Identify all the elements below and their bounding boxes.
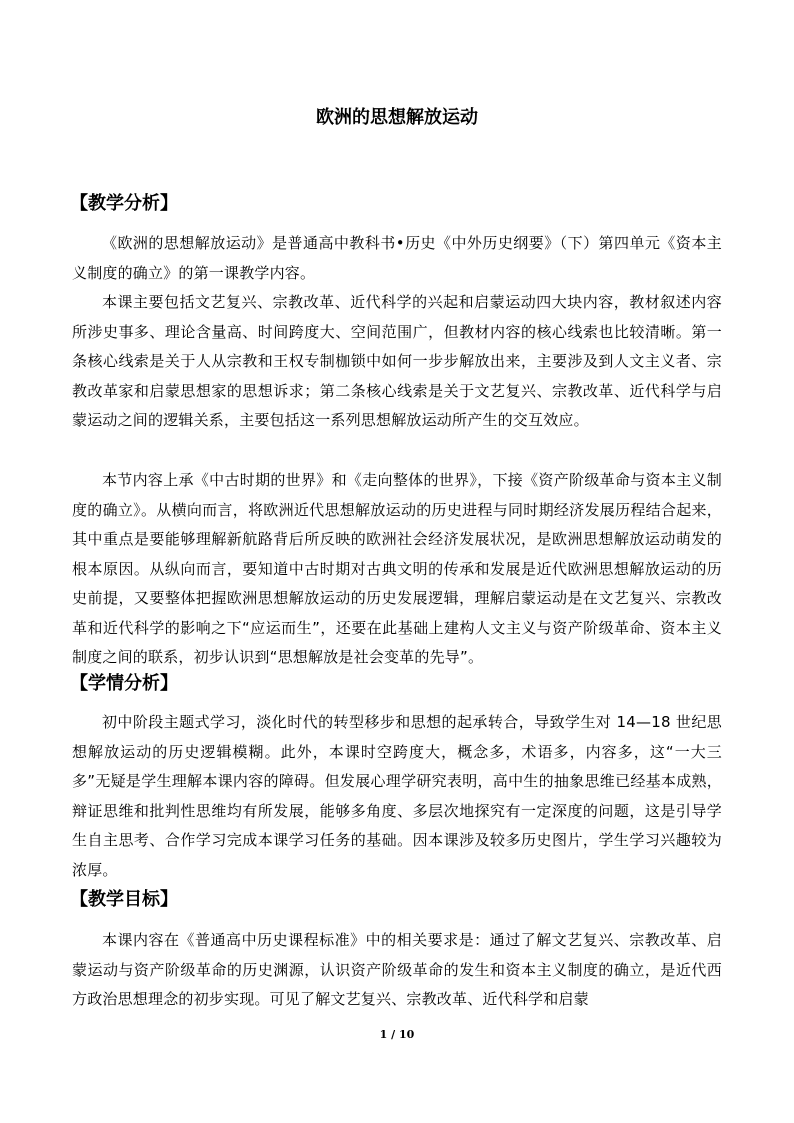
paragraph: 本课主要包括文艺复兴、宗教改革、近代科学的兴起和启蒙运动四大块内容，教材叙述内容所涉史事多、理论含量高、时间跨度大、空间范围广，但教材内容的核心线索也比较清晰。第一条核心线索是关于人从宗教和王权专制枷锁中如何一步步解放出来，主要涉及到人文主义者、宗教改革家和启蒙思想家的思想诉求；第二条核心线索是关于文艺复兴、宗教改革、近代科学与启蒙运动之间的逻辑关系，主要包括这一系列思想解放运动所产生的交互效应。 (72, 293, 722, 429)
paragraph: 初中阶段主题式学习，淡化时代的转型移步和思想的起承转合，导致学生对 14—18 世纪思想解放运动的历史逻辑模糊。此外，本课时空跨度大，概念多，术语多，内容多，这“一大三多”无疑是学生理解本课内容的障碍。但发展心理学研究表明，高中生的抽象思维已经基本成熟，辩证思维和批判性思维均有所发展，能够多角度、多层次地探究有一定深度的问题，这是引导学生自主思考、合作学习完成本课学习任务的基础。因本课涉及较多历史图片，学生学习兴趣较为浓厚。 (72, 713, 722, 879)
section-heading-teaching-analysis: 【教学分析】 (70, 193, 178, 214)
section-heading-student-analysis: 【学情分析】 (70, 673, 178, 694)
page-number: 1 / 10 (379, 1028, 415, 1041)
paragraph: 《欧洲的思想解放运动》是普通高中教科书•历史《中外历史纲要》（下）第四单元《资本主义制度的确立》的第一课教学内容。 (72, 234, 722, 282)
document-title: 欧洲的思想解放运动 (316, 107, 478, 128)
paragraph: 本节内容上承《中古时期的世界》和《走向整体的世界》，下接《资产阶级革命与资本主义制度的确立》。从横向而言，将欧洲近代思想解放运动的历史进程与同时期经济发展历程结合起来，其中重点是要能够理解新航路背后所反映的欧洲社会经济发展状况，是欧洲思想解放运动萌发的根本原因。从纵向而言，要知道中古时期对古典文明的传承和发展是近代欧洲思想解放运动的历史前提，又要整体把握欧洲思想解放运动的历史发展逻辑，理解启蒙运动是在文艺复兴、宗教改革和近代科学的影响之下“应运而生”，还要在此基础上建构人文主义与资产阶级革命、资本主义制度之间的联系，初步认识到“思想解放是社会变革的先导”。 (72, 471, 722, 666)
paragraph: 本课内容在《普通高中历史课程标准》中的相关要求是：通过了解文艺复兴、宗教改革、启蒙运动与资产阶级革命的历史渊源，认识资产阶级革命的发生和资本主义制度的确立，是近代西方政治思想理念的初步实现。可见了解文艺复兴、宗教改革、近代科学和启蒙 (72, 931, 722, 1008)
section-heading-teaching-objectives: 【教学目标】 (70, 889, 178, 910)
